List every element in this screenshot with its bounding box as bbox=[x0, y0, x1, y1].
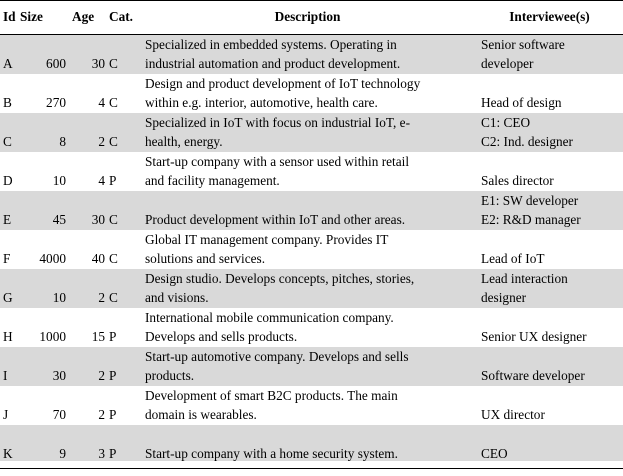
cell-age: 2 bbox=[98, 407, 105, 422]
cell-size: 10 bbox=[52, 290, 66, 305]
cell-size: 45 bbox=[52, 212, 66, 227]
cell-description-line2: and facility management. bbox=[145, 173, 280, 188]
cell-interviewee-line2: Lead of IoT bbox=[481, 251, 545, 266]
table-row bbox=[0, 308, 623, 347]
table-row bbox=[0, 191, 623, 230]
header-cat: Cat. bbox=[109, 9, 134, 24]
cell-cat: C bbox=[109, 212, 118, 227]
cell-id: H bbox=[3, 329, 13, 344]
cell-description-line2: domain is wearables. bbox=[145, 407, 257, 422]
cell-description-line1: Start-up automotive company. Develops and sells bbox=[145, 349, 409, 364]
cell-size: 10 bbox=[52, 173, 66, 188]
cell-interviewee-line2: E2: R&D manager bbox=[481, 212, 581, 227]
cell-id: A bbox=[3, 56, 13, 71]
cell-age: 2 bbox=[98, 290, 105, 305]
cell-age: 2 bbox=[98, 134, 105, 149]
cell-interviewee-line2: Head of design bbox=[481, 95, 562, 110]
cell-description-line2: industrial automation and product development. bbox=[145, 56, 401, 71]
bottom-rule bbox=[0, 468, 623, 469]
table-row bbox=[0, 347, 623, 386]
table-row bbox=[0, 35, 623, 74]
cell-interviewee-line2: C2: Ind. designer bbox=[481, 134, 573, 149]
cell-description-line2: Develops and sells products. bbox=[145, 329, 298, 344]
cell-id: G bbox=[3, 290, 13, 305]
cell-description-line2: Product development within IoT and other areas. bbox=[145, 212, 406, 227]
cell-cat: P bbox=[109, 368, 117, 383]
cell-size: 270 bbox=[46, 95, 66, 110]
cell-description-line1: Specialized in IoT with focus on industrial IoT, e- bbox=[145, 115, 411, 130]
cell-age: 3 bbox=[98, 446, 105, 461]
cell-size: 9 bbox=[59, 446, 66, 461]
cell-size: 4000 bbox=[39, 251, 66, 266]
cell-interviewee-line1: Lead interaction bbox=[481, 271, 568, 286]
header-size: Size bbox=[20, 9, 43, 24]
table-row bbox=[0, 386, 623, 425]
cell-id: F bbox=[3, 251, 11, 266]
table-row bbox=[0, 113, 623, 152]
cell-description-line2: and visions. bbox=[145, 290, 209, 305]
cell-interviewee-line1: Senior software bbox=[481, 37, 565, 52]
cell-age: 2 bbox=[98, 368, 105, 383]
cell-size: 70 bbox=[52, 407, 66, 422]
cell-interviewee-line2: Software developer bbox=[481, 368, 585, 383]
cell-description-line1: Development of smart B2C products. The main bbox=[145, 388, 398, 403]
cell-description-line2: health, energy. bbox=[145, 134, 223, 149]
cell-description-line1: Start-up company with a sensor used within retail bbox=[145, 154, 410, 169]
table-row bbox=[0, 74, 623, 113]
table-row bbox=[0, 425, 623, 461]
cell-cat: P bbox=[109, 173, 117, 188]
table-row bbox=[0, 230, 623, 269]
cell-age: 4 bbox=[98, 173, 105, 188]
header-description: Description bbox=[274, 9, 341, 24]
cell-age: 15 bbox=[91, 329, 105, 344]
cell-description-line2: solutions and services. bbox=[145, 251, 266, 266]
cell-id: J bbox=[3, 407, 9, 422]
table-row bbox=[0, 269, 623, 308]
cell-description-line1: Global IT management company. Provides IT bbox=[145, 232, 389, 247]
cell-size: 600 bbox=[46, 56, 66, 71]
cell-interviewee-line2: UX director bbox=[481, 407, 545, 422]
cell-description-line1: Specialized in embedded systems. Operating in bbox=[145, 37, 397, 52]
cell-age: 30 bbox=[91, 56, 105, 71]
cell-cat: C bbox=[109, 95, 118, 110]
cell-age: 4 bbox=[98, 95, 105, 110]
cell-interviewee-line2: developer bbox=[481, 56, 534, 71]
cell-cat: P bbox=[109, 446, 117, 461]
cell-interviewee-line2: Senior UX designer bbox=[481, 329, 587, 344]
cell-cat: P bbox=[109, 407, 117, 422]
header-id: Id bbox=[3, 9, 16, 24]
cell-id: E bbox=[3, 212, 12, 227]
cell-size: 30 bbox=[52, 368, 66, 383]
cell-description-line1: Design and product development of IoT technology bbox=[145, 76, 421, 91]
cell-interviewee-line1: E1: SW developer bbox=[481, 193, 579, 208]
cell-interviewee-line2: designer bbox=[481, 290, 527, 305]
cell-interviewee-line2: Sales director bbox=[481, 173, 554, 188]
header-interviewees: Interviewee(s) bbox=[509, 9, 590, 24]
cell-size: 8 bbox=[59, 134, 66, 149]
cell-id: K bbox=[3, 446, 13, 461]
cell-cat: C bbox=[109, 134, 118, 149]
cell-cat: C bbox=[109, 56, 118, 71]
header-age: Age bbox=[72, 9, 95, 24]
header-row bbox=[0, 1, 623, 34]
cell-id: D bbox=[3, 173, 13, 188]
cell-id: C bbox=[3, 134, 12, 149]
cell-description-line1: Design studio. Develops concepts, pitches, stories, bbox=[145, 271, 415, 286]
cell-id: I bbox=[3, 368, 8, 383]
cell-size: 1000 bbox=[39, 329, 66, 344]
cell-description-line2: within e.g. interior, automotive, health care. bbox=[145, 95, 378, 110]
cell-id: B bbox=[3, 95, 12, 110]
cell-age: 40 bbox=[91, 251, 105, 266]
cell-description-line2: Start-up company with a home security system. bbox=[145, 446, 398, 461]
cell-cat: C bbox=[109, 290, 118, 305]
cell-cat: P bbox=[109, 329, 117, 344]
cell-description-line1: International mobile communication company. bbox=[145, 310, 394, 325]
cell-description-line2: products. bbox=[145, 368, 195, 383]
table-row bbox=[0, 152, 623, 191]
cell-cat: C bbox=[109, 251, 118, 266]
cell-interviewee-line2: CEO bbox=[481, 446, 508, 461]
cell-age: 30 bbox=[91, 212, 105, 227]
cell-interviewee-line1: C1: CEO bbox=[481, 115, 531, 130]
